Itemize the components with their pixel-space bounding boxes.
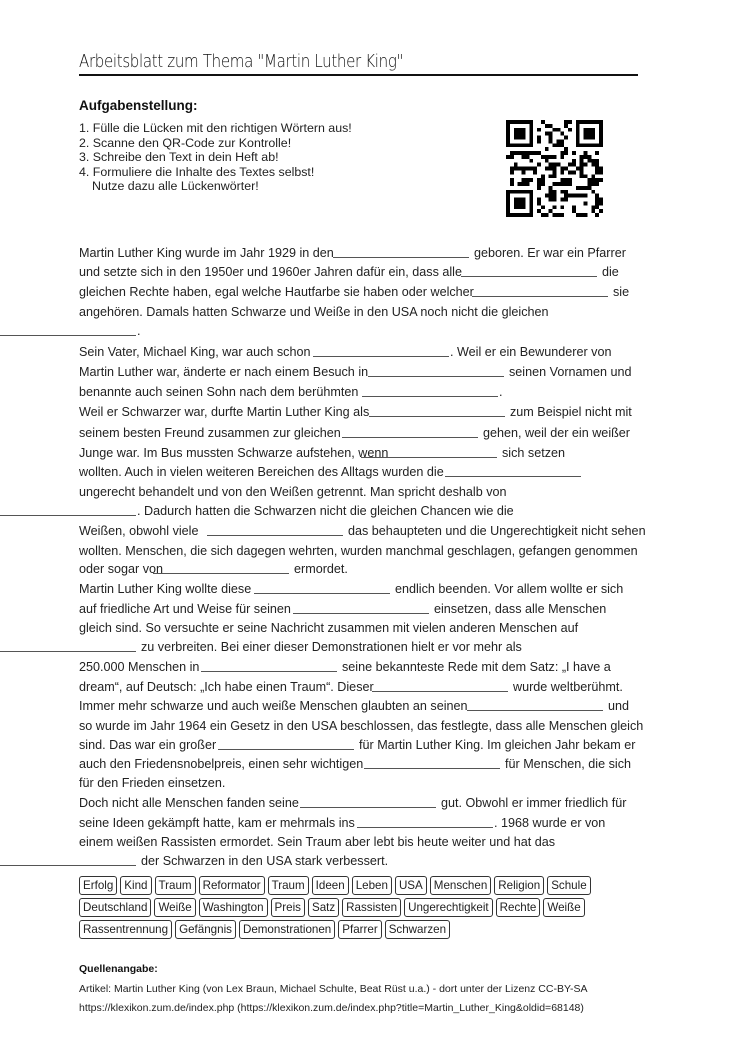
- text-segment: sie: [613, 285, 630, 299]
- text-line: [79, 425, 631, 441]
- word-chip[interactable]: Menschen: [430, 876, 492, 895]
- word-chip[interactable]: Weiße: [154, 898, 195, 917]
- gap-blank[interactable]: [364, 756, 500, 769]
- gap-blank[interactable]: [0, 639, 136, 652]
- word-chip[interactable]: Weiße: [543, 898, 584, 917]
- source-article: Artikel: Martin Luther King (von Lex Braun, Michael Schulte, Beat Rüst u.a.) - dort unter der Lizenz CC-BY-SA: [79, 983, 588, 995]
- text-segment: 250.000 Menschen in: [79, 660, 200, 674]
- text-segment: Immer mehr schwarze und auch weiße Menschen glaubten an seinen: [79, 699, 468, 713]
- word-chip[interactable]: Demonstrationen: [239, 920, 335, 939]
- word-chip[interactable]: Pfarrer: [338, 920, 381, 939]
- gap-blank[interactable]: [362, 384, 498, 397]
- word-chip[interactable]: Rechte: [496, 898, 541, 917]
- gap-blank[interactable]: [372, 679, 508, 692]
- text-segment: seine bekannteste Rede mit dem Satz: „I have a: [342, 660, 611, 674]
- text-segment: und: [608, 699, 630, 713]
- text-segment: zu verbreiten. Bei einer dieser Demonstrationen hielt er vor mehr als: [141, 640, 522, 654]
- text-segment: Doch nicht alle Menschen fanden seine: [79, 796, 299, 810]
- word-chip[interactable]: Reformator: [199, 876, 265, 895]
- gap-blank[interactable]: [361, 445, 497, 458]
- word-chip[interactable]: Schule: [547, 876, 590, 895]
- worksheet-title: Arbeitsblatt zum Thema "Martin Luther King": [79, 52, 404, 72]
- text-segment: oder sogar von: [79, 562, 164, 576]
- text-segment: für Martin Luther King. Im gleichen Jahr bekam er: [359, 738, 636, 752]
- text-line: [79, 795, 627, 811]
- word-chip[interactable]: Gefängnis: [175, 920, 236, 939]
- text-line: [79, 264, 619, 280]
- title-underline: [79, 74, 638, 76]
- word-chip[interactable]: Rassentrennung: [79, 920, 172, 939]
- text-line: [79, 364, 632, 380]
- text-segment: auf friedliche Art und Weise für seinen: [79, 602, 291, 616]
- gap-blank[interactable]: [368, 364, 504, 377]
- text-segment: . Weil er ein Bewunderer von: [450, 345, 612, 359]
- word-chip[interactable]: Erfolg: [79, 876, 117, 895]
- text-segment: . 1968 wurde er von: [494, 816, 606, 830]
- text-line: [79, 679, 623, 695]
- text-line: [79, 543, 638, 559]
- word-chip[interactable]: Ungerechtigkeit: [404, 898, 493, 917]
- text-segment: Junge war. Im Bus mussten Schwarze aufstehen, wenn: [79, 446, 389, 460]
- text-segment: seinem besten Freund zusammen zur gleichen: [79, 426, 341, 440]
- word-chip[interactable]: Traum: [268, 876, 309, 895]
- text-segment: seinen Vornamen und: [509, 365, 632, 379]
- task-item: Nutze dazu alle Lückenwörter!: [92, 179, 259, 194]
- text-segment: Martin Luther King wurde im Jahr 1929 in den: [79, 246, 334, 260]
- text-segment: gehen, weil der ein weißer: [483, 426, 631, 440]
- text-segment: auch den Friedensnobelpreis, einen sehr wichtigen: [79, 757, 364, 771]
- text-line: [79, 737, 636, 753]
- text-segment: für den Frieden einsetzen.: [79, 776, 226, 790]
- task-item: 1. Fülle die Lücken mit den richtigen Wörtern aus!: [79, 121, 352, 135]
- gap-blank[interactable]: [293, 601, 429, 614]
- gap-blank[interactable]: [472, 284, 608, 297]
- text-segment: gleich sind. So versuchte er seine Nachricht zusammen mit vielen anderen Menschen auf: [79, 621, 579, 635]
- text-line: [79, 620, 578, 636]
- text-segment: Martin Luther war, änderte er nach einem Besuch in: [79, 365, 369, 379]
- text-segment: gut. Obwohl er immer friedlich für: [441, 796, 627, 810]
- text-line: [79, 815, 606, 831]
- text-segment: für Menschen, die sich: [505, 757, 631, 771]
- text-segment: sich setzen: [502, 446, 565, 460]
- text-line: [79, 581, 624, 597]
- text-segment: und setzte sich in den 1950er und 1960er Jahren dafür ein, dass alle: [79, 265, 462, 279]
- text-segment: das behaupteten und die Ungerechtigkeit nicht sehen: [348, 524, 646, 538]
- word-chip[interactable]: Traum: [155, 876, 196, 895]
- text-segment: wurde weltberühmt.: [513, 680, 623, 694]
- text-line: [79, 523, 646, 539]
- text-segment: endlich beenden. Vor allem wollte er sich: [395, 582, 624, 596]
- text-segment: so wurde im Jahr 1964 ein Gesetz in den USA beschlossen, das festlegte, dass alle Menschen gleich: [79, 719, 644, 733]
- text-line: [79, 484, 507, 500]
- text-segment: Martin Luther King wollte diese: [79, 582, 252, 596]
- text-line: [79, 344, 612, 360]
- text-segment: dream“, auf Deutsch: „Ich habe einen Traum“. Dieser: [79, 680, 374, 694]
- gap-blank[interactable]: [300, 795, 436, 808]
- word-chip[interactable]: Kind: [120, 876, 151, 895]
- text-segment: Sein Vater, Michael King, war auch schon: [79, 345, 311, 359]
- gap-blank[interactable]: [153, 561, 289, 574]
- gap-blank[interactable]: [445, 464, 581, 477]
- text-segment: seine Ideen gekämpft hatte, kam er mehrmals ins: [79, 816, 355, 830]
- text-segment: wollten. Auch in vielen weiteren Bereichen des Alltags wurden die: [79, 465, 444, 479]
- text-segment: die: [602, 265, 619, 279]
- gap-blank[interactable]: [218, 737, 354, 750]
- word-bank-row: [79, 876, 591, 895]
- text-segment: gleichen Rechte haben, egal welche Hautfarbe sie haben oder welcher: [79, 285, 474, 299]
- text-line: [79, 834, 555, 850]
- text-segment: zum Beispiel nicht mit: [510, 405, 632, 419]
- text-line: [79, 775, 225, 791]
- text-line: [79, 756, 631, 772]
- gap-blank[interactable]: [0, 853, 136, 866]
- text-segment: der Schwarzen in den USA stark verbessert.: [141, 854, 389, 868]
- gap-blank[interactable]: [0, 503, 136, 516]
- task-item: 2. Scanne den QR-Code zur Kontrolle!: [79, 135, 292, 150]
- text-segment: . Dadurch hatten die Schwarzen nicht die gleichen Chancen wie die: [137, 504, 514, 518]
- text-line: [79, 445, 565, 461]
- task-list: [79, 121, 352, 194]
- word-chip[interactable]: Religion: [494, 876, 544, 895]
- text-line: [79, 284, 630, 300]
- text-line: [79, 601, 607, 617]
- text-segment: geboren. Er war ein Pfarrer: [474, 246, 626, 260]
- qr-code-icon[interactable]: [506, 120, 603, 217]
- text-segment: .: [137, 324, 141, 338]
- gap-blank[interactable]: [467, 698, 603, 711]
- source-url[interactable]: https://klexikon.zum.de/index.php (https://klexikon.zum.de/index.php?title=Martin_Luther_King&oldid=68148): [79, 1002, 584, 1014]
- text-line: [79, 718, 643, 734]
- word-bank-row: [79, 920, 450, 939]
- gap-blank[interactable]: [313, 344, 449, 357]
- task-heading: Aufgabenstellung:: [79, 98, 198, 113]
- text-segment: Weißen, obwohl viele: [79, 524, 199, 538]
- text-segment: .: [499, 385, 503, 399]
- text-line: [79, 245, 626, 261]
- gap-blank[interactable]: [254, 581, 390, 594]
- text-line: [79, 304, 549, 320]
- text-segment: Weil er Schwarzer war, durfte Martin Luther King als: [79, 405, 370, 419]
- word-chip[interactable]: Leben: [352, 876, 392, 895]
- text-line: [79, 384, 503, 400]
- word-chip[interactable]: Preis: [271, 898, 305, 917]
- task-item: 3. Schreibe den Text in dein Heft ab!: [79, 150, 279, 165]
- gap-blank[interactable]: [369, 404, 505, 417]
- text-line: [79, 698, 630, 714]
- text-line: [79, 561, 348, 577]
- text-line: [79, 659, 611, 675]
- word-chip[interactable]: Ideen: [312, 876, 349, 895]
- gap-blank[interactable]: [201, 659, 337, 672]
- text-segment: ungerecht behandelt und von den Weißen getrennt. Man spricht deshalb von: [79, 485, 507, 499]
- text-segment: einsetzen, dass alle Menschen: [434, 602, 607, 616]
- text-segment: angehören. Damals hatten Schwarze und Weiße in den USA noch nicht die gleichen: [79, 305, 549, 319]
- text-line: [79, 404, 632, 420]
- gap-blank[interactable]: [0, 323, 136, 336]
- gap-blank[interactable]: [461, 264, 597, 277]
- task-item: 4. Formuliere die Inhalte des Textes selbst!: [79, 164, 315, 179]
- word-chip[interactable]: Schwarzen: [385, 920, 450, 939]
- word-bank-row: [79, 898, 585, 917]
- word-chip[interactable]: USA: [395, 876, 427, 895]
- text-segment: einem weißen Rassisten ermordet. Sein Traum aber lebt bis heute weiter und hat das: [79, 835, 556, 849]
- word-chip[interactable]: Satz: [308, 898, 339, 917]
- text-segment: ermordet.: [294, 562, 348, 576]
- gap-blank[interactable]: [207, 523, 343, 536]
- source-heading: Quellenangabe:: [79, 963, 158, 975]
- text-segment: sind. Das war ein großer: [79, 738, 217, 752]
- text-line: [79, 464, 444, 480]
- word-chip[interactable]: Deutschland: [79, 898, 151, 917]
- gap-blank[interactable]: [333, 245, 469, 258]
- text-segment: wollten. Menschen, die sich dagegen wehrten, wurden manchmal geschlagen, gefangen genommen: [79, 544, 638, 558]
- gap-blank[interactable]: [342, 425, 478, 438]
- text-segment: benannte auch seinen Sohn nach dem berühmten: [79, 385, 359, 399]
- word-chip[interactable]: Rassisten: [342, 898, 401, 917]
- word-chip[interactable]: Washington: [199, 898, 268, 917]
- gap-blank[interactable]: [357, 815, 493, 828]
